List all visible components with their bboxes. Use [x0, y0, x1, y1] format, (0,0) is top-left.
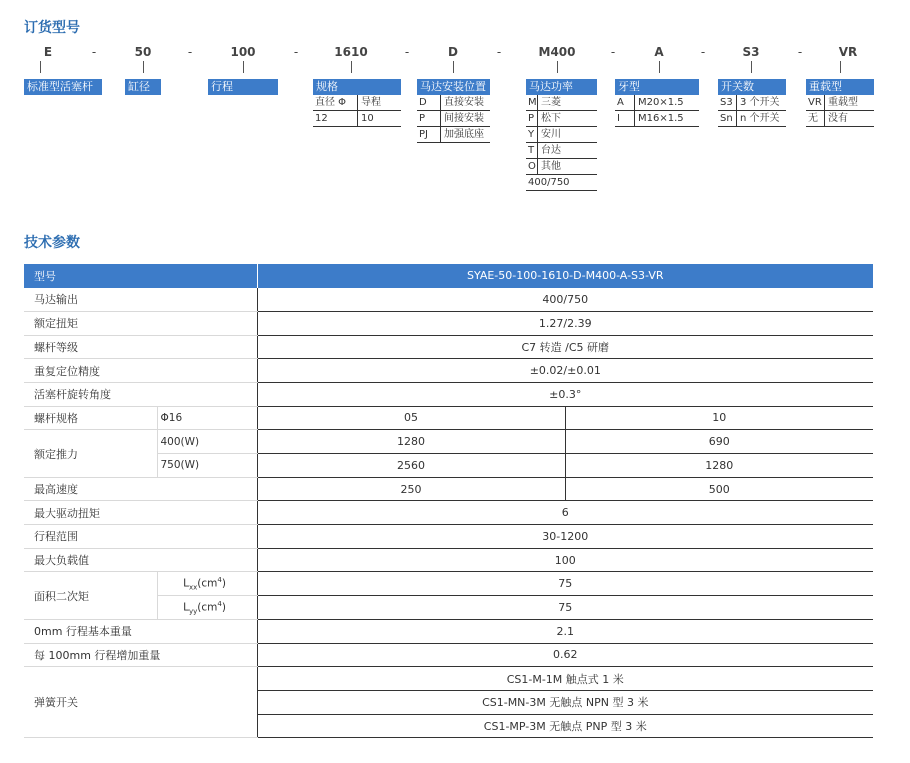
code-part-series: E	[43, 45, 53, 59]
table-row	[24, 382, 873, 406]
option-desc: n 个开关	[740, 113, 780, 124]
symbol: L	[183, 577, 189, 590]
group-label: 重载型	[806, 79, 874, 95]
option-desc: 导程	[361, 97, 381, 108]
code-tick	[659, 61, 660, 73]
option-row	[313, 95, 401, 111]
option-code: Sn	[718, 111, 737, 126]
option-row	[806, 95, 874, 111]
row-label: 面积二次矩	[24, 572, 157, 619]
option-desc: 重载型	[828, 97, 858, 108]
option-desc: 台达	[541, 145, 561, 156]
option-row	[313, 111, 401, 127]
row-value: 75	[257, 572, 873, 596]
code-tick	[351, 61, 352, 73]
row-sublabel	[157, 572, 257, 596]
group-label: 牙型	[615, 79, 699, 95]
option-row	[615, 111, 699, 127]
row-value: ±0.02/±0.01	[257, 359, 873, 383]
table-row	[24, 572, 873, 596]
option-row	[526, 175, 597, 191]
option-row	[718, 95, 786, 111]
group-stroke	[208, 79, 278, 95]
group-motor	[526, 79, 597, 191]
row-label: 螺杆规格	[24, 406, 157, 430]
option-desc: 没有	[828, 113, 848, 124]
option-code: P	[417, 111, 441, 126]
table-row	[24, 548, 873, 572]
row-value: C7 转造 /C5 研磨	[257, 335, 873, 359]
table-row	[24, 619, 873, 643]
option-code: D	[417, 95, 441, 110]
row-value: 10	[565, 406, 873, 430]
code-tick	[453, 61, 454, 73]
option-desc: 松下	[541, 113, 561, 124]
row-value: 2560	[257, 454, 565, 478]
option-desc: 3 个开关	[740, 97, 780, 108]
code-tick	[40, 61, 41, 73]
code-separator: -	[700, 45, 706, 59]
group-spec	[313, 79, 401, 127]
code-tick	[143, 61, 144, 73]
option-code: S3	[718, 95, 737, 110]
row-value: CS1-MP-3M 无触点 PNP 型 3 米	[257, 714, 873, 738]
option-code: VR	[806, 95, 825, 110]
subscript: xx	[188, 583, 198, 592]
option-row	[417, 95, 490, 111]
code-tick	[751, 61, 752, 73]
ordering-title: 订货型号	[24, 20, 80, 36]
row-value: 1280	[565, 454, 873, 478]
code-part-stroke: 100	[230, 45, 256, 59]
row-label: 活塞杆旋转角度	[24, 382, 257, 406]
row-value: 6	[257, 501, 873, 525]
option-row	[615, 95, 699, 111]
row-label: 最高速度	[24, 477, 257, 501]
row-value: 1.27/2.39	[257, 311, 873, 335]
table-row	[24, 359, 873, 383]
code-separator: -	[293, 45, 299, 59]
code-separator: -	[797, 45, 803, 59]
row-label: 额定扭矩	[24, 311, 257, 335]
row-value: 75	[257, 596, 873, 620]
code-part-spec: 1610	[334, 45, 368, 59]
option-code: A	[615, 95, 635, 110]
option-row	[526, 127, 597, 143]
code-part-thread: A	[654, 45, 664, 59]
exponent: 4	[217, 599, 222, 608]
table-row	[24, 406, 873, 430]
row-value: 400/750	[257, 288, 873, 312]
table-row	[24, 311, 873, 335]
code-part-heavy: VR	[838, 45, 858, 59]
option-row	[417, 127, 490, 143]
row-value: ±0.3°	[257, 382, 873, 406]
code-part-mount: D	[448, 45, 458, 59]
specs-title: 技术参数	[24, 235, 80, 251]
option-code: 12	[313, 111, 358, 126]
row-value: 100	[257, 548, 873, 572]
row-sublabel: 400(W)	[157, 430, 257, 454]
option-code: P	[526, 111, 538, 126]
row-label: 行程范围	[24, 525, 257, 549]
row-label: 马达输出	[24, 288, 257, 312]
option-code: O	[526, 159, 538, 174]
table-row	[24, 643, 873, 667]
code-separator: -	[610, 45, 616, 59]
code-part-switch: S3	[742, 45, 760, 59]
group-switch	[718, 79, 786, 127]
option-desc: M20×1.5	[638, 97, 684, 108]
row-value: 500	[565, 477, 873, 501]
table-row	[24, 525, 873, 549]
group-mount	[417, 79, 490, 143]
row-label: 弹簧开关	[24, 667, 257, 738]
group-label: 标准型活塞杆	[24, 79, 102, 95]
option-code: T	[526, 143, 538, 158]
option-row	[526, 159, 597, 175]
model-label: 型号	[24, 264, 257, 288]
row-value: 250	[257, 477, 565, 501]
table-row	[24, 288, 873, 312]
option-desc: 10	[361, 113, 374, 124]
exponent: 4	[217, 575, 222, 584]
code-part-bore: 50	[134, 45, 152, 59]
option-row	[417, 111, 490, 127]
row-value: 05	[257, 406, 565, 430]
option-row	[526, 143, 597, 159]
unit: (cm	[197, 577, 218, 590]
unit: (cm	[197, 601, 218, 614]
group-label: 马达功率	[526, 79, 597, 95]
spec-table	[24, 264, 873, 738]
row-label: 额定推力	[24, 430, 157, 477]
table-row	[24, 477, 873, 501]
group-label: 规格	[313, 79, 401, 95]
option-desc: 加强底座	[444, 129, 484, 140]
row-value: CS1-M-1M 触点式 1 米	[257, 667, 873, 691]
row-value: 30-1200	[257, 525, 873, 549]
option-desc: M16×1.5	[638, 113, 684, 124]
group-series	[24, 79, 102, 95]
option-row	[526, 95, 597, 111]
option-desc: 直接安装	[444, 97, 484, 108]
row-label: 最大负载值	[24, 548, 257, 572]
option-code: M	[528, 97, 537, 108]
row-value: 0.62	[257, 643, 873, 667]
row-value: 2.1	[257, 619, 873, 643]
group-label: 马达安装位置	[417, 79, 490, 95]
option-footer: 400/750	[528, 177, 570, 188]
row-label: 最大驱动扭矩	[24, 501, 257, 525]
row-label: 每 100mm 行程增加重量	[24, 643, 257, 667]
row-sublabel	[157, 596, 257, 620]
code-separator: -	[187, 45, 193, 59]
code-separator: -	[496, 45, 502, 59]
code-separator: -	[404, 45, 410, 59]
unit-close: )	[221, 601, 226, 614]
table-header-row	[24, 264, 873, 288]
row-label: 重复定位精度	[24, 359, 257, 383]
row-sublabel: 750(W)	[157, 454, 257, 478]
row-value: CS1-MN-3M 无触点 NPN 型 3 米	[257, 690, 873, 714]
option-code: 无	[806, 111, 825, 126]
group-label: 行程	[208, 79, 278, 95]
subscript: yy	[188, 607, 198, 616]
option-code: 直径 Φ	[313, 95, 358, 110]
option-row	[806, 111, 874, 127]
row-value: 690	[565, 430, 873, 454]
option-row	[526, 111, 597, 127]
code-tick	[840, 61, 841, 73]
model-value: SYAE-50-100-1610-D-M400-A-S3-VR	[257, 264, 873, 288]
unit-close: )	[221, 577, 226, 590]
code-separator: -	[91, 45, 97, 59]
table-row	[24, 501, 873, 525]
row-label: 0mm 行程基本重量	[24, 619, 257, 643]
group-bore	[125, 79, 161, 95]
code-part-motor: M400	[538, 45, 576, 59]
row-value: 1280	[257, 430, 565, 454]
table-row	[24, 667, 873, 691]
option-desc: 安川	[541, 129, 561, 140]
group-heavy	[806, 79, 874, 127]
option-code: PJ	[417, 127, 441, 142]
option-row	[718, 111, 786, 127]
symbol: L	[183, 601, 189, 614]
group-thread	[615, 79, 699, 127]
group-label: 开关数	[718, 79, 786, 95]
option-code: I	[615, 111, 635, 126]
option-desc: 间接安装	[444, 113, 484, 124]
option-code: Y	[526, 127, 538, 142]
group-label: 缸径	[125, 79, 161, 95]
code-tick	[557, 61, 558, 73]
row-label: 螺杆等级	[24, 335, 257, 359]
option-desc: 其他	[541, 161, 561, 172]
row-sublabel: Φ16	[157, 406, 257, 430]
table-row	[24, 335, 873, 359]
option-desc: 三菱	[541, 97, 561, 108]
table-row	[24, 430, 873, 454]
code-tick	[243, 61, 244, 73]
